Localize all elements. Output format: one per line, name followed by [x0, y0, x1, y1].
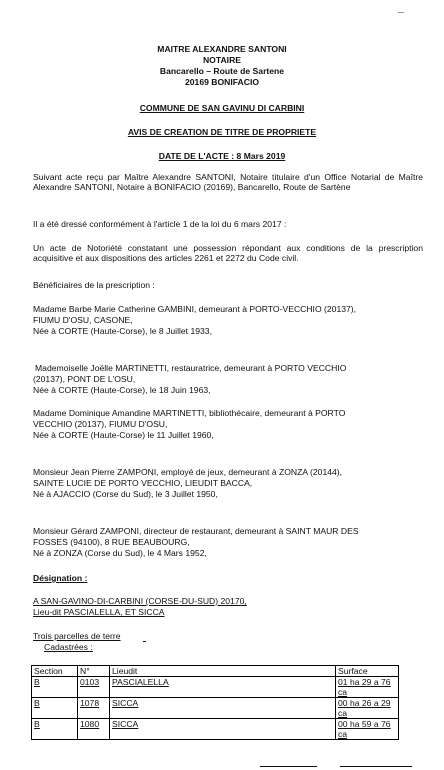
row-3-lieudit: SICCA: [110, 719, 336, 740]
beneficiary-4-line-3: Né à AJACCIO (Corse du Sud), le 3 Juillet 1950,: [33, 489, 218, 499]
table-header-row: [32, 666, 399, 677]
beneficiary-3-line-2: VECCHIO (20137), FIUMU D'OSU,: [33, 419, 168, 429]
beneficiary-3-line-3: Née à CORTE (Haute-Corse) le 11 Juillet 1960,: [33, 430, 214, 440]
table-header-lieudit: Lieudit: [110, 666, 336, 677]
corner-mark: [398, 12, 404, 13]
beneficiary-2-line-3: Née à CORTE (Haute-Corse), le 18 Juin 1963,: [33, 385, 211, 395]
beneficiary-1-line-3: Née à CORTE (Haute-Corse), le 8 Juillet 1933,: [33, 326, 212, 336]
parcelles-underline-extension: [143, 641, 146, 642]
table-header-section: Section: [32, 666, 78, 677]
notary-postcode: 20169 BONIFACIO: [184, 77, 260, 87]
beneficiary-5-line-1: Monsieur Gérard ZAMPONI, directeur de restaurant, demeurant à SAINT MAUR DES: [33, 526, 359, 536]
article-paragraph: Il a été dressé conformément à l'article 1 de la loi du 6 mars 2017 :: [33, 219, 287, 229]
beneficiary-2-line-2: (20137), PONT DE L'OSU,: [33, 374, 136, 384]
row-2-lieudit: SICCA: [110, 698, 336, 719]
cadastre-table: [31, 665, 399, 740]
beneficiary-1-line-1: Madame Barbe Marie Catherine GAMBINI, demeurant à PORTO-VECCHIO (20137),: [33, 304, 357, 314]
row-1-lieudit: PASCIALELLA: [110, 677, 336, 698]
notary-title: NOTAIRE: [202, 55, 242, 65]
row-3-surface: 00 ha 59 a 76 ca: [336, 719, 399, 740]
table-header-surface: Surface: [336, 666, 399, 677]
beneficiary-4-line-2: SAINTE LUCIE DE PORTO VECCHIO, LIEUDIT BACCA,: [33, 478, 253, 488]
date-acte-heading: DATE DE L'ACTE : 8 Mars 2019: [158, 151, 286, 161]
row-1-numero: 0103: [78, 677, 110, 698]
row-2-section: B: [32, 698, 78, 719]
beneficiary-5-line-3: Né à ZONZA (Corse du Sud), le 4 Mars 1952,: [33, 548, 207, 558]
table-row: [32, 698, 399, 719]
beneficiary-1-line-2: FIUMU D'OSU, CASONE,: [33, 315, 133, 325]
table-row: [32, 719, 399, 740]
avis-heading: AVIS DE CREATION DE TITRE DE PROPRIETE: [127, 127, 317, 137]
parcelles-text: Trois parcelles de terre: [33, 631, 121, 641]
row-3-section: B: [32, 719, 78, 740]
row-2-surface: 00 ha 26 a 29 ca: [336, 698, 399, 719]
intro-paragraph: Suivant acte reçu par Maître Alexandre SANTONI, Notaire titulaire d'un Office Notarial de Maître Alexandre SANTONI, Notaire à BONIFACIO (20169), Bancarello, Route de Sartène: [33, 172, 423, 193]
beneficiary-3-line-1: Madame Dominique Amandine MARTINETTI, bibliothécaire, demeurant à PORTO: [33, 408, 346, 418]
bottom-rule-right: [340, 766, 412, 767]
beneficiary-4-line-1: Monsieur Jean Pierre ZAMPONI, employé de jeux, demeurant à ZONZA (20144),: [33, 467, 343, 477]
bottom-rule-left: [260, 766, 317, 767]
cadastrees-label: Cadastrées :: [44, 642, 93, 652]
notary-address: Bancarello – Route de Sartene: [159, 66, 285, 76]
location-line-2: Lieu-dit PASCIALELLA, ET SICCA: [33, 607, 165, 617]
designation-title: Désignation :: [33, 573, 88, 583]
beneficiaires-title: Bénéficiaires de la prescription :: [33, 280, 155, 290]
table-row: [32, 677, 399, 698]
notary-name: MAITRE ALEXANDRE SANTONI: [157, 44, 287, 54]
row-2-numero: 1078: [78, 698, 110, 719]
table-header-numero: N°: [78, 666, 110, 677]
row-3-numero: 1080: [78, 719, 110, 740]
row-1-surface: 01 ha 29 a 76 ca: [336, 677, 399, 698]
commune-heading: COMMUNE DE SAN GAVINU DI CARBINI: [139, 103, 305, 113]
row-1-section: B: [32, 677, 78, 698]
beneficiary-5-line-2: FOSSES (94100), 8 RUE BEAUBOURG,: [33, 537, 190, 547]
location-line-1: A SAN-GAVINO-DI-CARBINI (CORSE-DU-SUD) 20170,: [33, 596, 247, 606]
notoriete-paragraph: Un acte de Notoriété constatant une possession répondant aux conditions de la prescription acquisitive et aux dispositions des articles 2261 et 2272 du Code civil.: [33, 243, 423, 264]
beneficiary-2-line-1: Mademoiselle Joëlle MARTINETTI, restauratrice, demeurant à PORTO VECCHIO: [35, 363, 347, 373]
